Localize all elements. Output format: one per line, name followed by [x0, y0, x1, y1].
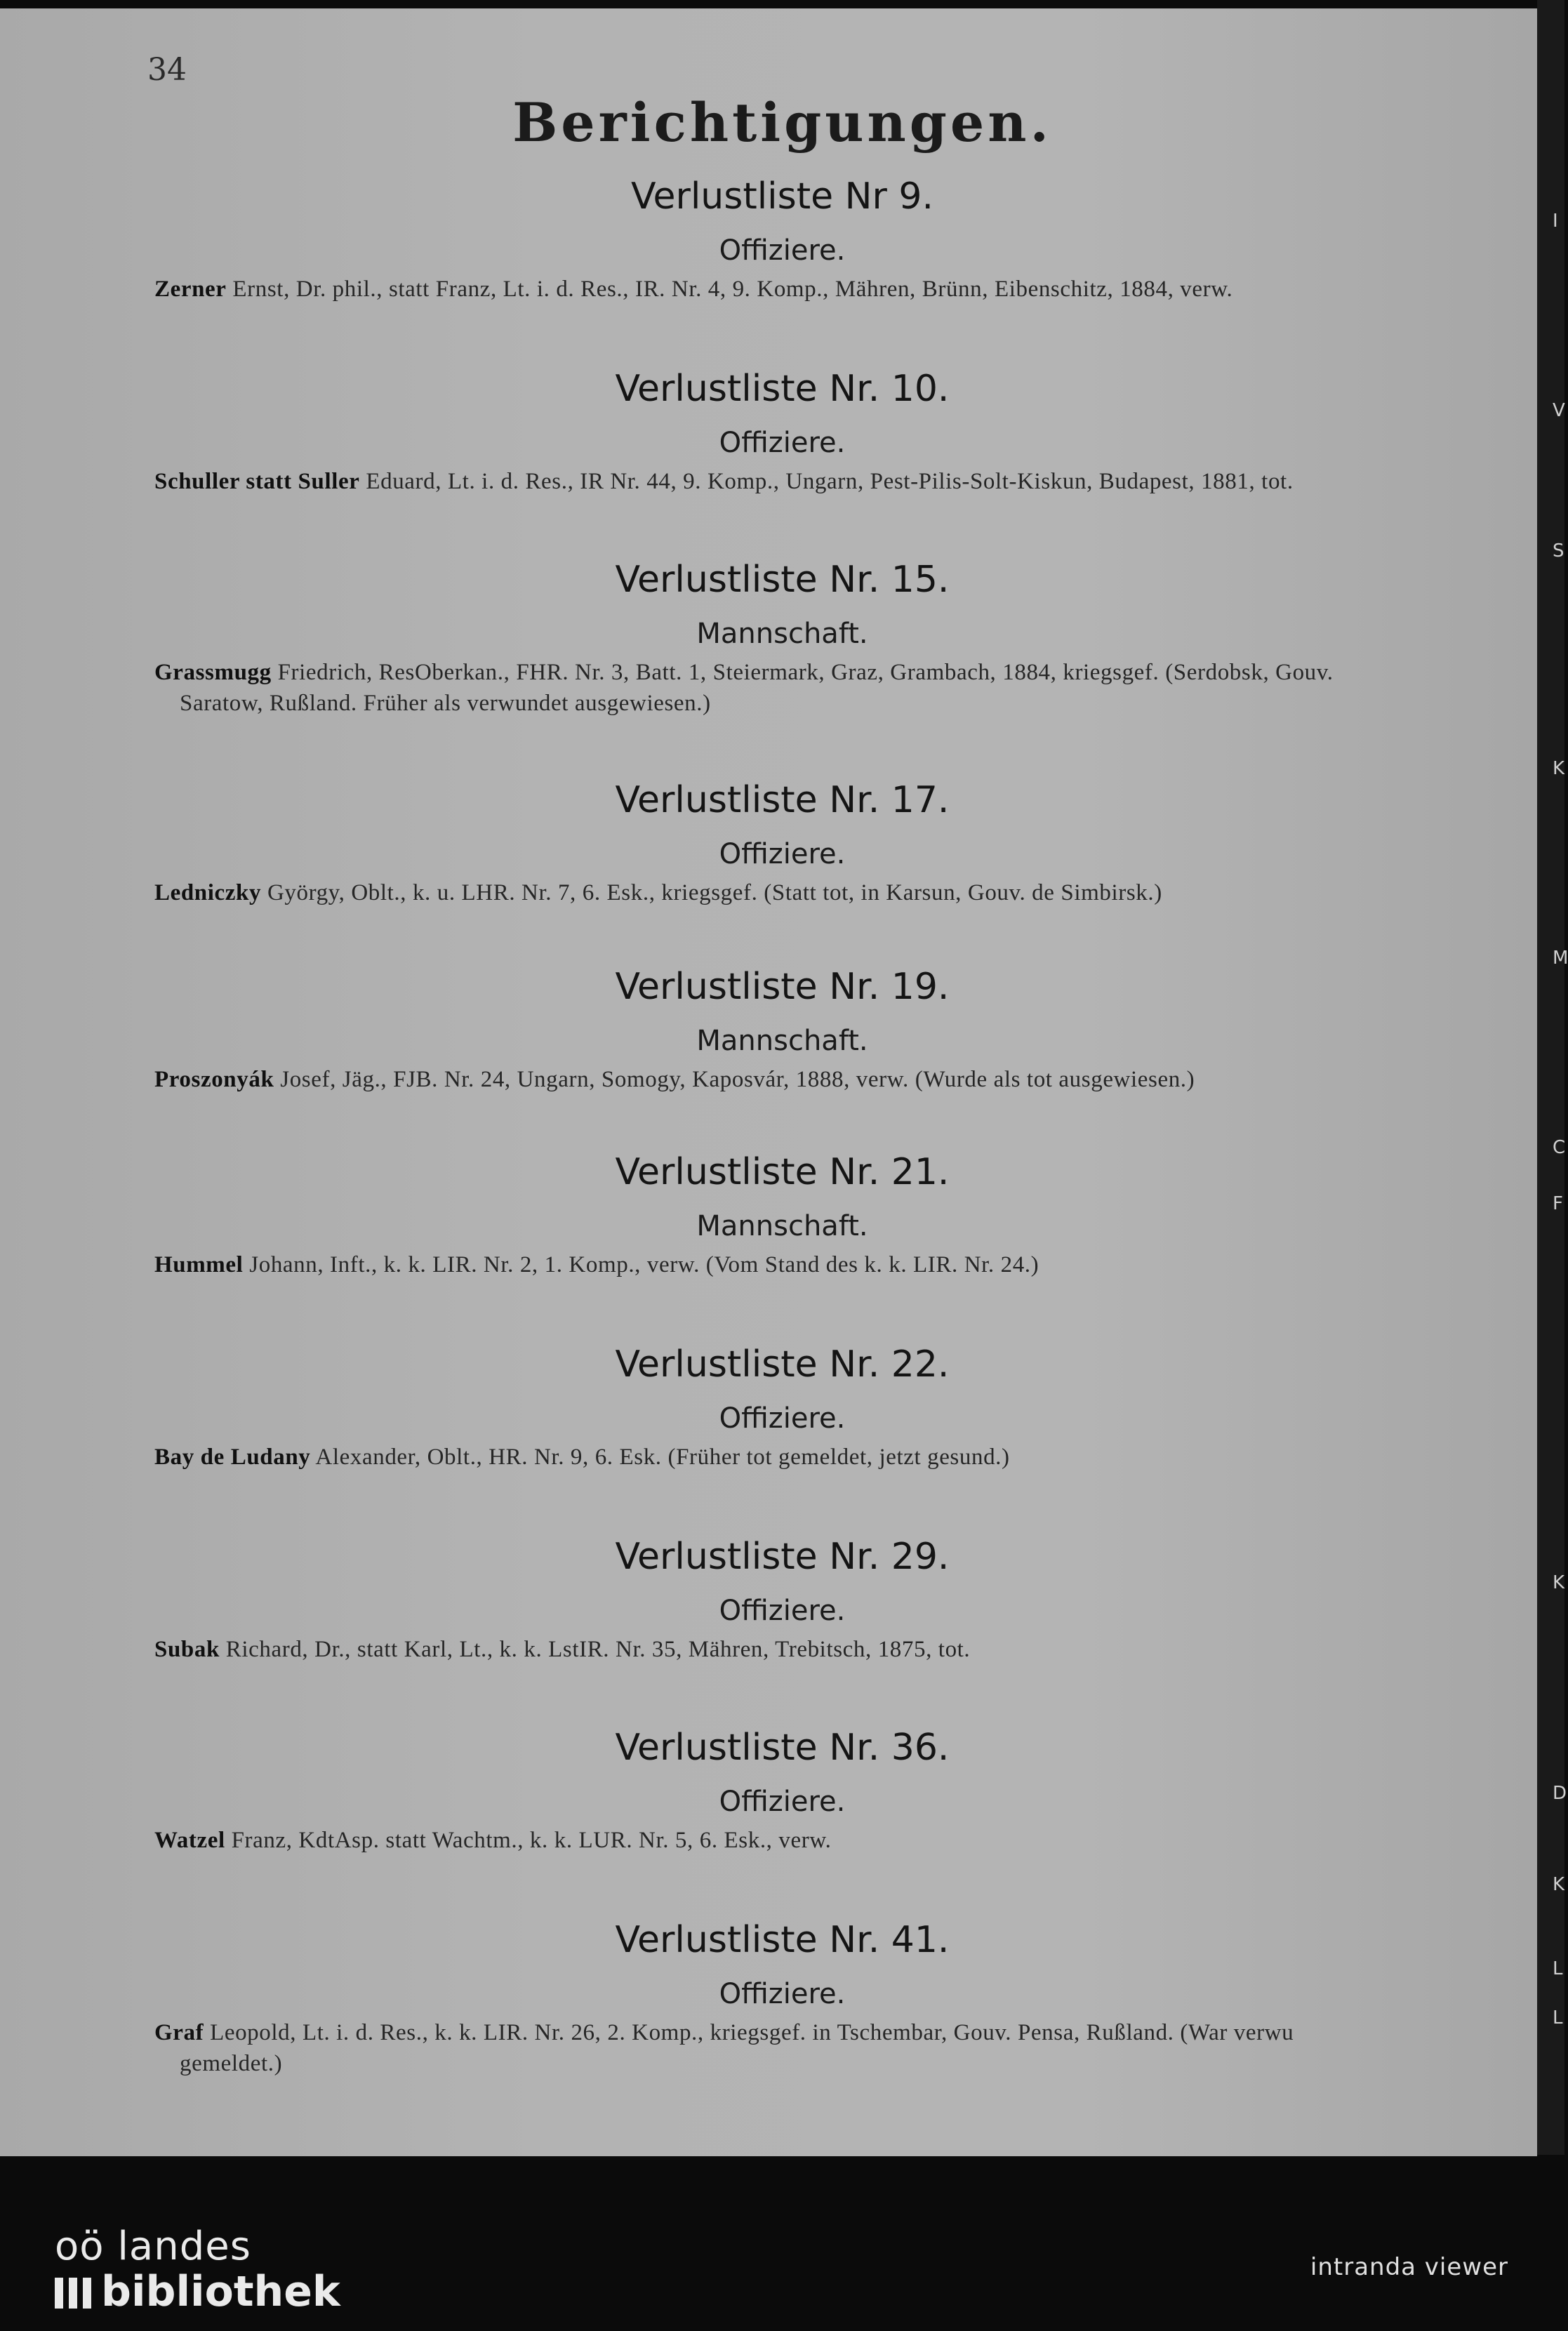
entry — [154, 1249, 1530, 1280]
edge-letter: D — [1553, 1783, 1567, 1804]
entry-text: Josef, Jäg., FJB. Nr. 24, Ungarn, Somogy, Kaposvár, 1888, verw. (Wurde als tot ausgewiesen.) — [274, 1067, 1195, 1092]
section-heading: Verlustliste Nr. 29. — [615, 1536, 950, 1578]
entry-name: Bay de Ludany — [154, 1445, 311, 1470]
section-category: Offiziere. — [719, 1786, 846, 1818]
entry-text: Friedrich, ResOberkan., FHR. Nr. 3, Batt. 1, Steiermark, Graz, Grambach, 1884, kriegsgef. (Serdobsk, Gouv. — [271, 660, 1334, 685]
section-heading: Verlustliste Nr. 17. — [615, 779, 950, 821]
entry — [154, 657, 1530, 719]
edge-letter: L — [1553, 1958, 1563, 1979]
section-heading: Verlustliste Nr. 15. — [615, 559, 950, 601]
entry-text: Franz, KdtAsp. statt Wachtm., k. k. LUR. Nr. 5, 6. Esk., verw. — [225, 1828, 832, 1853]
section-category: Offiziere. — [719, 1595, 846, 1627]
entry-name: Grassmugg — [154, 660, 272, 685]
entry-name: Watzel — [154, 1828, 225, 1853]
entry-name: Hummel — [154, 1252, 244, 1277]
section-category: Offiziere. — [719, 1402, 846, 1435]
entry — [154, 1825, 1530, 1856]
entry — [154, 877, 1530, 908]
logo-line1: oö landes — [55, 2224, 251, 2269]
entry-continuation: Saratow, Rußland. Früher als verwundet ausgewiesen.) — [180, 691, 711, 716]
entry-text: Leopold, Lt. i. d. Res., k. k. LIR. Nr. 26, 2. Komp., kriegsgef. in Tschembar, Gouv. Pensa, Rußland. (War verwu — [204, 2020, 1294, 2045]
edge-letter: V — [1553, 400, 1565, 421]
section-category: Mannschaft. — [696, 1210, 868, 1242]
section-heading: Verlustliste Nr. 21. — [615, 1151, 950, 1193]
logo-bars-icon — [55, 2278, 93, 2309]
adjacent-page-edge — [1537, 0, 1564, 2155]
entry-name: Zerner — [154, 277, 227, 302]
logo-line2: bibliothek — [101, 2267, 340, 2316]
section-category: Offiziere. — [719, 234, 846, 267]
section-category: Offiziere. — [719, 427, 846, 459]
entry-text: Johann, Inft., k. k. LIR. Nr. 2, 1. Komp., verw. (Vom Stand des k. k. LIR. Nr. 24.) — [243, 1252, 1039, 1277]
entry — [154, 2017, 1530, 2079]
viewer-footer — [0, 2162, 1564, 2331]
entry — [154, 274, 1530, 305]
viewer-label[interactable]: intranda viewer — [1310, 2253, 1508, 2281]
page-number: 34 — [147, 52, 187, 88]
edge-letter: K — [1553, 758, 1565, 779]
section-heading: Verlustliste Nr. 19. — [615, 966, 950, 1008]
edge-letter: L — [1553, 2007, 1563, 2028]
section-category: Offiziere. — [719, 838, 846, 870]
section-category: Offiziere. — [719, 1978, 846, 2010]
edge-letter: S — [1553, 540, 1564, 562]
edge-letter: C — [1553, 1137, 1566, 1158]
entry — [154, 1442, 1530, 1473]
section-heading: Verlustliste Nr. 36. — [615, 1727, 950, 1769]
edge-letter: I — [1553, 211, 1558, 232]
entry — [154, 1634, 1530, 1665]
section-heading: Verlustliste Nr 9. — [630, 175, 934, 218]
edge-letter: K — [1553, 1874, 1565, 1895]
entry-name: Subak — [154, 1637, 220, 1662]
entry — [154, 466, 1530, 497]
entry-text: Richard, Dr., statt Karl, Lt., k. k. LstIR. Nr. 35, Mähren, Trebitsch, 1875, tot. — [219, 1637, 971, 1662]
entry-name: Graf — [154, 2020, 204, 2045]
entry-name: Schuller statt Suller — [154, 469, 360, 494]
section-category: Mannschaft. — [696, 1025, 868, 1057]
library-logo[interactable] — [55, 2225, 340, 2315]
entry-continuation: gemeldet.) — [180, 2051, 283, 2076]
section-heading: Verlustliste Nr. 10. — [615, 368, 950, 410]
entry-text: Eduard, Lt. i. d. Res., IR Nr. 44, 9. Komp., Ungarn, Pest-Pilis-Solt-Kiskun, Budapest, 1881, tot. — [359, 469, 1294, 494]
edge-letter: F — [1553, 1193, 1563, 1214]
entry-name: Proszonyák — [154, 1067, 274, 1092]
entry-text: Alexander, Oblt., HR. Nr. 9, 6. Esk. (Früher tot gemeldet, jetzt gesund.) — [310, 1445, 1010, 1470]
edge-letter: M — [1553, 948, 1568, 969]
document-page — [0, 8, 1537, 2156]
entry-text: Ernst, Dr. phil., statt Franz, Lt. i. d. Res., IR. Nr. 4, 9. Komp., Mähren, Brünn, Eibenschitz, 1884, verw. — [226, 277, 1233, 302]
section-heading: Verlustliste Nr. 22. — [615, 1343, 950, 1386]
page-title: Berichtigungen. — [512, 91, 1052, 154]
edge-letter: K — [1553, 1572, 1565, 1593]
section-category: Mannschaft. — [696, 618, 868, 650]
section-heading: Verlustliste Nr. 41. — [615, 1919, 950, 1961]
entry-name: Ledniczky — [154, 880, 262, 905]
entry — [154, 1064, 1530, 1095]
entry-text: György, Oblt., k. u. LHR. Nr. 7, 6. Esk., kriegsgef. (Statt tot, in Karsun, Gouv. de Simbirsk.) — [261, 880, 1162, 905]
